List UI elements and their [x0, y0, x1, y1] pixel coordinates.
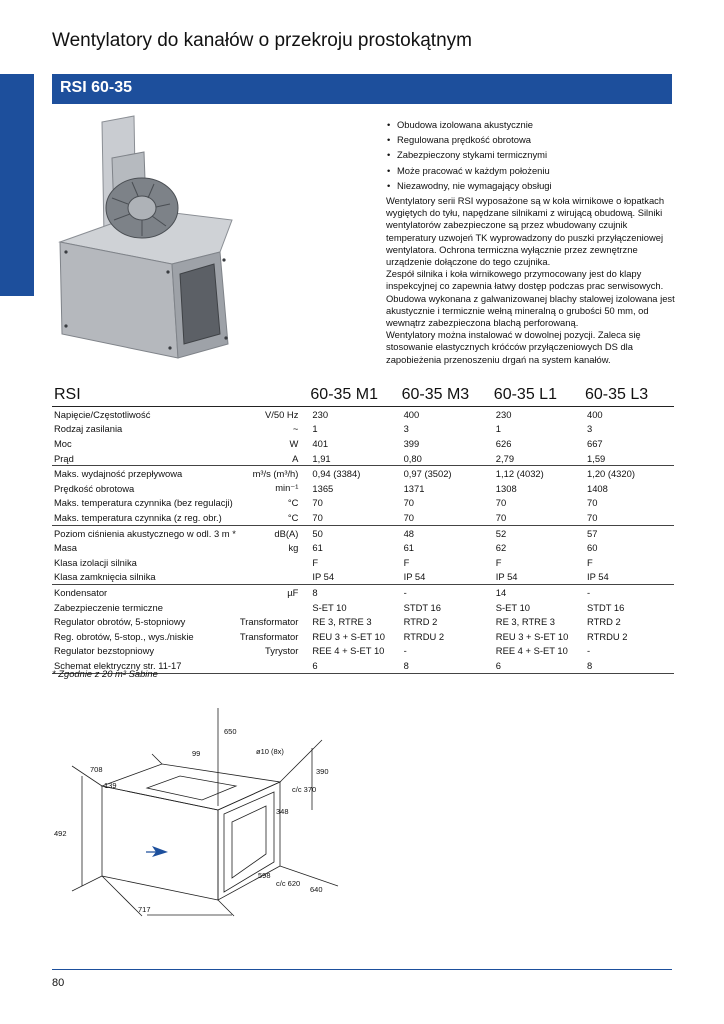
model-header-bar — [52, 74, 672, 104]
description-paragraph: Wentylatory można instalować w dowolnej pozycji. Zaleca się stosowanie elastycznych króćców przyłączeniowych DS dla zapobieżenia przenoszeniu drgań na system kanałów. — [386, 329, 641, 365]
table-cell: Zabezpieczenie termiczne — [54, 601, 163, 613]
table-cell: 61 — [403, 542, 415, 554]
table-cell: kg — [288, 542, 299, 554]
table-cell: 1308 — [495, 482, 517, 494]
table-cell: Regulator bezstopniowy — [54, 645, 155, 657]
description-paragraph: Zespół silnika i koła wirnikowego przymocowany jest do klapy inspekcyjnej co zapewnia łatwy dostęp podczas prac serwisowych. — [386, 268, 664, 292]
table-header-cell — [238, 385, 309, 407]
table-cell: Masa — [54, 542, 77, 554]
feature-item: • Zabezpieczony stykami termicznymi — [386, 147, 552, 162]
table-cell — [238, 600, 309, 615]
table-cell: 6 — [492, 658, 583, 673]
table-cell: 1,20 (4320) — [583, 466, 674, 481]
table-cell: 626 — [495, 437, 512, 449]
table-cell — [238, 658, 309, 673]
table-cell: 61 — [312, 542, 323, 554]
table-row — [52, 451, 674, 466]
table-header-cell: 60-35 L3 — [583, 385, 674, 407]
table-row — [52, 644, 674, 659]
feature-item: • Może pracować w każdym położeniu — [386, 163, 552, 178]
table-cell: 230 — [312, 408, 329, 420]
description-paragraph: Wentylatory serii RSI wyposażone są w koła wirnikowe o łopatkach wygiętych do tyłu, napędzane silnikami z wirującą obudową. Silniki wentylatorów zabezpieczone są przez wbudowany czujnik temperatury uzwojeń TK wyprowadzony do puszki przyłączeniowej wentylatora. Ochrona termiczna wyłącznie przez zewnętrzne urządzenie dołączone do tego czujnika. — [386, 195, 665, 268]
table-cell: - — [587, 645, 591, 657]
table-cell: m³/s (m³/h) — [238, 466, 309, 481]
dimension-drawing — [52, 706, 352, 926]
spec-table — [52, 385, 674, 674]
table-cell: 1,59 — [587, 452, 606, 464]
table-cell: 60 — [587, 542, 598, 554]
table-cell: Transformator — [239, 630, 299, 642]
table-cell: 2,79 — [495, 452, 515, 464]
table-cell: 0,97 (3502) — [400, 466, 492, 481]
table-cell: 230 — [495, 408, 512, 420]
table-cell: 70 — [587, 511, 598, 523]
dim-label: 99 — [192, 749, 201, 758]
box-top-outline — [102, 764, 280, 810]
box-front-outline — [102, 786, 218, 900]
table-cell: °C — [287, 511, 299, 523]
table-cell: min⁻¹ — [275, 482, 299, 494]
page-number: 80 — [52, 977, 65, 989]
table-cell: 1365 — [312, 482, 334, 494]
table-cell: Maks. temperatura czynnika (bez regulacji) — [54, 497, 233, 509]
table-cell — [238, 570, 309, 585]
table-row — [52, 510, 674, 525]
table-cell: 1 — [312, 423, 318, 435]
dim-label: 717 — [138, 905, 151, 914]
box-side-outline — [218, 782, 280, 900]
dim-label: c/c 620 — [276, 879, 301, 888]
table-cell: S-ET 10 — [495, 601, 531, 613]
table-cell: 0,80 — [403, 452, 422, 464]
dim-label: 640 — [310, 885, 323, 894]
table-cell: 70 — [495, 511, 507, 523]
table-row — [52, 570, 674, 585]
dim-label: 598 — [258, 871, 271, 880]
side-accent-bar — [0, 74, 34, 296]
table-cell: F — [312, 556, 319, 568]
table-cell: REU 3 + S-ET 10 — [495, 630, 569, 642]
table-row — [52, 407, 674, 422]
table-cell: 1371 — [403, 482, 425, 494]
table-row — [52, 585, 674, 600]
table-cell: 401 — [312, 437, 329, 449]
table-cell: Tyrystor — [265, 645, 299, 657]
table-cell: F — [495, 556, 502, 568]
table-cell: - — [400, 585, 492, 600]
table-cell: Kondensator — [52, 585, 238, 600]
table-cell: Prędkość obrotowa — [54, 482, 135, 494]
table-cell: 399 — [403, 437, 420, 449]
table-row — [52, 436, 674, 451]
table-cell: Regulator obrotów, 5-stopniowy — [54, 616, 186, 628]
table-cell: W — [289, 437, 299, 449]
table-cell: Transformator — [239, 616, 299, 628]
table-cell: 1 — [495, 423, 502, 435]
table-cell: 48 — [400, 525, 492, 540]
table-cell: Schemat elektryczny str. 11-17 — [52, 658, 238, 673]
model-name: RSI 60-35 — [60, 79, 133, 96]
table-cell: 1,12 (4032) — [492, 466, 583, 481]
feature-item: • Niezawodny, nie wymagający obsługi — [386, 178, 552, 193]
table-row — [52, 614, 674, 629]
table-cell: REU 3 + S-ET 10 — [312, 630, 385, 642]
table-cell: 400 — [587, 408, 603, 420]
table-row — [52, 525, 674, 540]
table-cell: REE 4 + S-ET 10 — [312, 645, 385, 657]
table-cell: Klasa zamknięcia silnika — [54, 571, 156, 583]
table-header-cell: 60-35 M3 — [400, 385, 492, 407]
product-photo — [52, 112, 370, 364]
table-cell: IP 54 — [403, 571, 426, 583]
table-cell: 70 — [587, 497, 598, 509]
table-cell: 6 — [308, 658, 399, 673]
table-cell: 52 — [492, 525, 583, 540]
footnote: * Zgodnie z 20 m² Sabine — [52, 668, 158, 679]
table-header-cell: RSI — [52, 385, 238, 407]
feature-list — [386, 117, 552, 193]
table-cell: 1408 — [587, 482, 608, 494]
dim-label: 708 — [90, 765, 103, 774]
table-cell: IP 54 — [587, 571, 609, 583]
dim-label: 139 — [104, 781, 117, 790]
dim-label: ø10 (8x) — [256, 747, 284, 756]
table-cell: 667 — [587, 437, 603, 449]
table-cell: A — [292, 452, 299, 464]
table-cell: 0,94 (3384) — [308, 466, 399, 481]
table-row — [52, 422, 674, 437]
table-cell: 8 — [400, 658, 492, 673]
bottom-rule — [52, 969, 672, 970]
table-cell: 8 — [583, 658, 674, 673]
table-cell: 70 — [495, 497, 507, 509]
table-cell: RTRDU 2 — [587, 630, 628, 642]
feature-item: • Regulowana prędkość obrotowa — [386, 132, 552, 147]
table-cell: 50 — [308, 525, 399, 540]
table-cell — [238, 555, 309, 570]
table-cell: Prąd — [54, 452, 74, 464]
table-cell: Moc — [54, 437, 72, 449]
dim-label: 390 — [316, 767, 329, 776]
table-cell: Poziom ciśnienia akustycznego w odl. 3 m * — [52, 525, 238, 540]
dim-label: 348 — [276, 807, 289, 816]
table-cell: RE 3, RTRE 3 — [495, 616, 556, 628]
description — [386, 195, 678, 366]
table-cell: RTRDU 2 — [403, 630, 445, 642]
table-cell: 400 — [403, 408, 420, 420]
table-cell: S-ET 10 — [312, 601, 347, 613]
page-title: Wentylatory do kanałów o przekroju prostokątnym — [52, 30, 472, 51]
table-cell: V/50 Hz — [265, 408, 299, 420]
table-cell: 57 — [583, 525, 674, 540]
table-cell: Reg. obrotów, 5-stop., wys./niskie — [54, 630, 194, 642]
table-row — [52, 629, 674, 644]
table-row — [52, 496, 674, 511]
box-side-opening — [232, 806, 266, 878]
dim-label: 492 — [54, 829, 67, 838]
dim-label: 650 — [224, 727, 237, 736]
table-cell: 70 — [403, 511, 415, 523]
table-cell: Napięcie/Częstotliwość — [54, 408, 151, 420]
table-row — [52, 466, 674, 481]
table-cell: STDT 16 — [403, 601, 441, 613]
table-row — [52, 481, 674, 496]
table-header-row — [52, 385, 674, 407]
table-cell: µF — [238, 585, 309, 600]
table-cell: F — [587, 556, 593, 568]
box-top-plate — [147, 776, 236, 800]
table-cell: STDT 16 — [587, 601, 625, 613]
box-opening — [180, 264, 220, 344]
table-cell: Maks. wydajność przepływowa — [52, 466, 238, 481]
table-row — [52, 555, 674, 570]
table-cell: 3 — [403, 423, 409, 435]
table-cell: Klasa izolacji silnika — [54, 556, 137, 568]
table-cell: 8 — [308, 585, 399, 600]
table-cell: 70 — [312, 497, 323, 509]
table-cell: RE 3, RTRE 3 — [312, 616, 372, 628]
table-cell: IP 54 — [312, 571, 335, 583]
table-cell: - — [583, 585, 674, 600]
description-paragraph: Obudowa wykonana z galwanizowanej blachy stalowej izolowana jest akustycznie i termicznie wełną mineralną o grubości 50 mm, od wewnątrz zabezpieczona blachą perforowaną. — [386, 292, 675, 329]
table-cell: 1,91 — [312, 452, 331, 464]
table-cell: ~ — [292, 423, 299, 435]
table-cell: dB(A) — [238, 525, 309, 540]
table-cell: - — [403, 645, 407, 657]
table-cell: °C — [287, 497, 299, 509]
table-row — [52, 600, 674, 615]
table-cell: IP 54 — [495, 571, 518, 583]
table-cell: REE 4 + S-ET 10 — [495, 645, 568, 657]
dim-label: c/c 370 — [292, 785, 317, 794]
table-header-cell: 60-35 M1 — [308, 385, 399, 407]
table-cell: Maks. temperatura czynnika (z reg. obr.) — [54, 511, 222, 523]
table-cell: 62 — [495, 542, 507, 554]
table-cell: Rodzaj zasilania — [54, 423, 123, 435]
table-cell: RTRD 2 — [587, 616, 621, 628]
table-cell: F — [403, 556, 410, 568]
table-cell: 70 — [403, 497, 415, 509]
table-header-cell: 60-35 L1 — [492, 385, 583, 407]
table-cell: RTRD 2 — [403, 616, 438, 628]
table-cell: 70 — [312, 511, 323, 523]
feature-item: • Obudowa izolowana akustycznie — [386, 117, 552, 132]
table-cell: 14 — [492, 585, 583, 600]
table-row — [52, 540, 674, 555]
table-cell: 3 — [587, 423, 593, 435]
